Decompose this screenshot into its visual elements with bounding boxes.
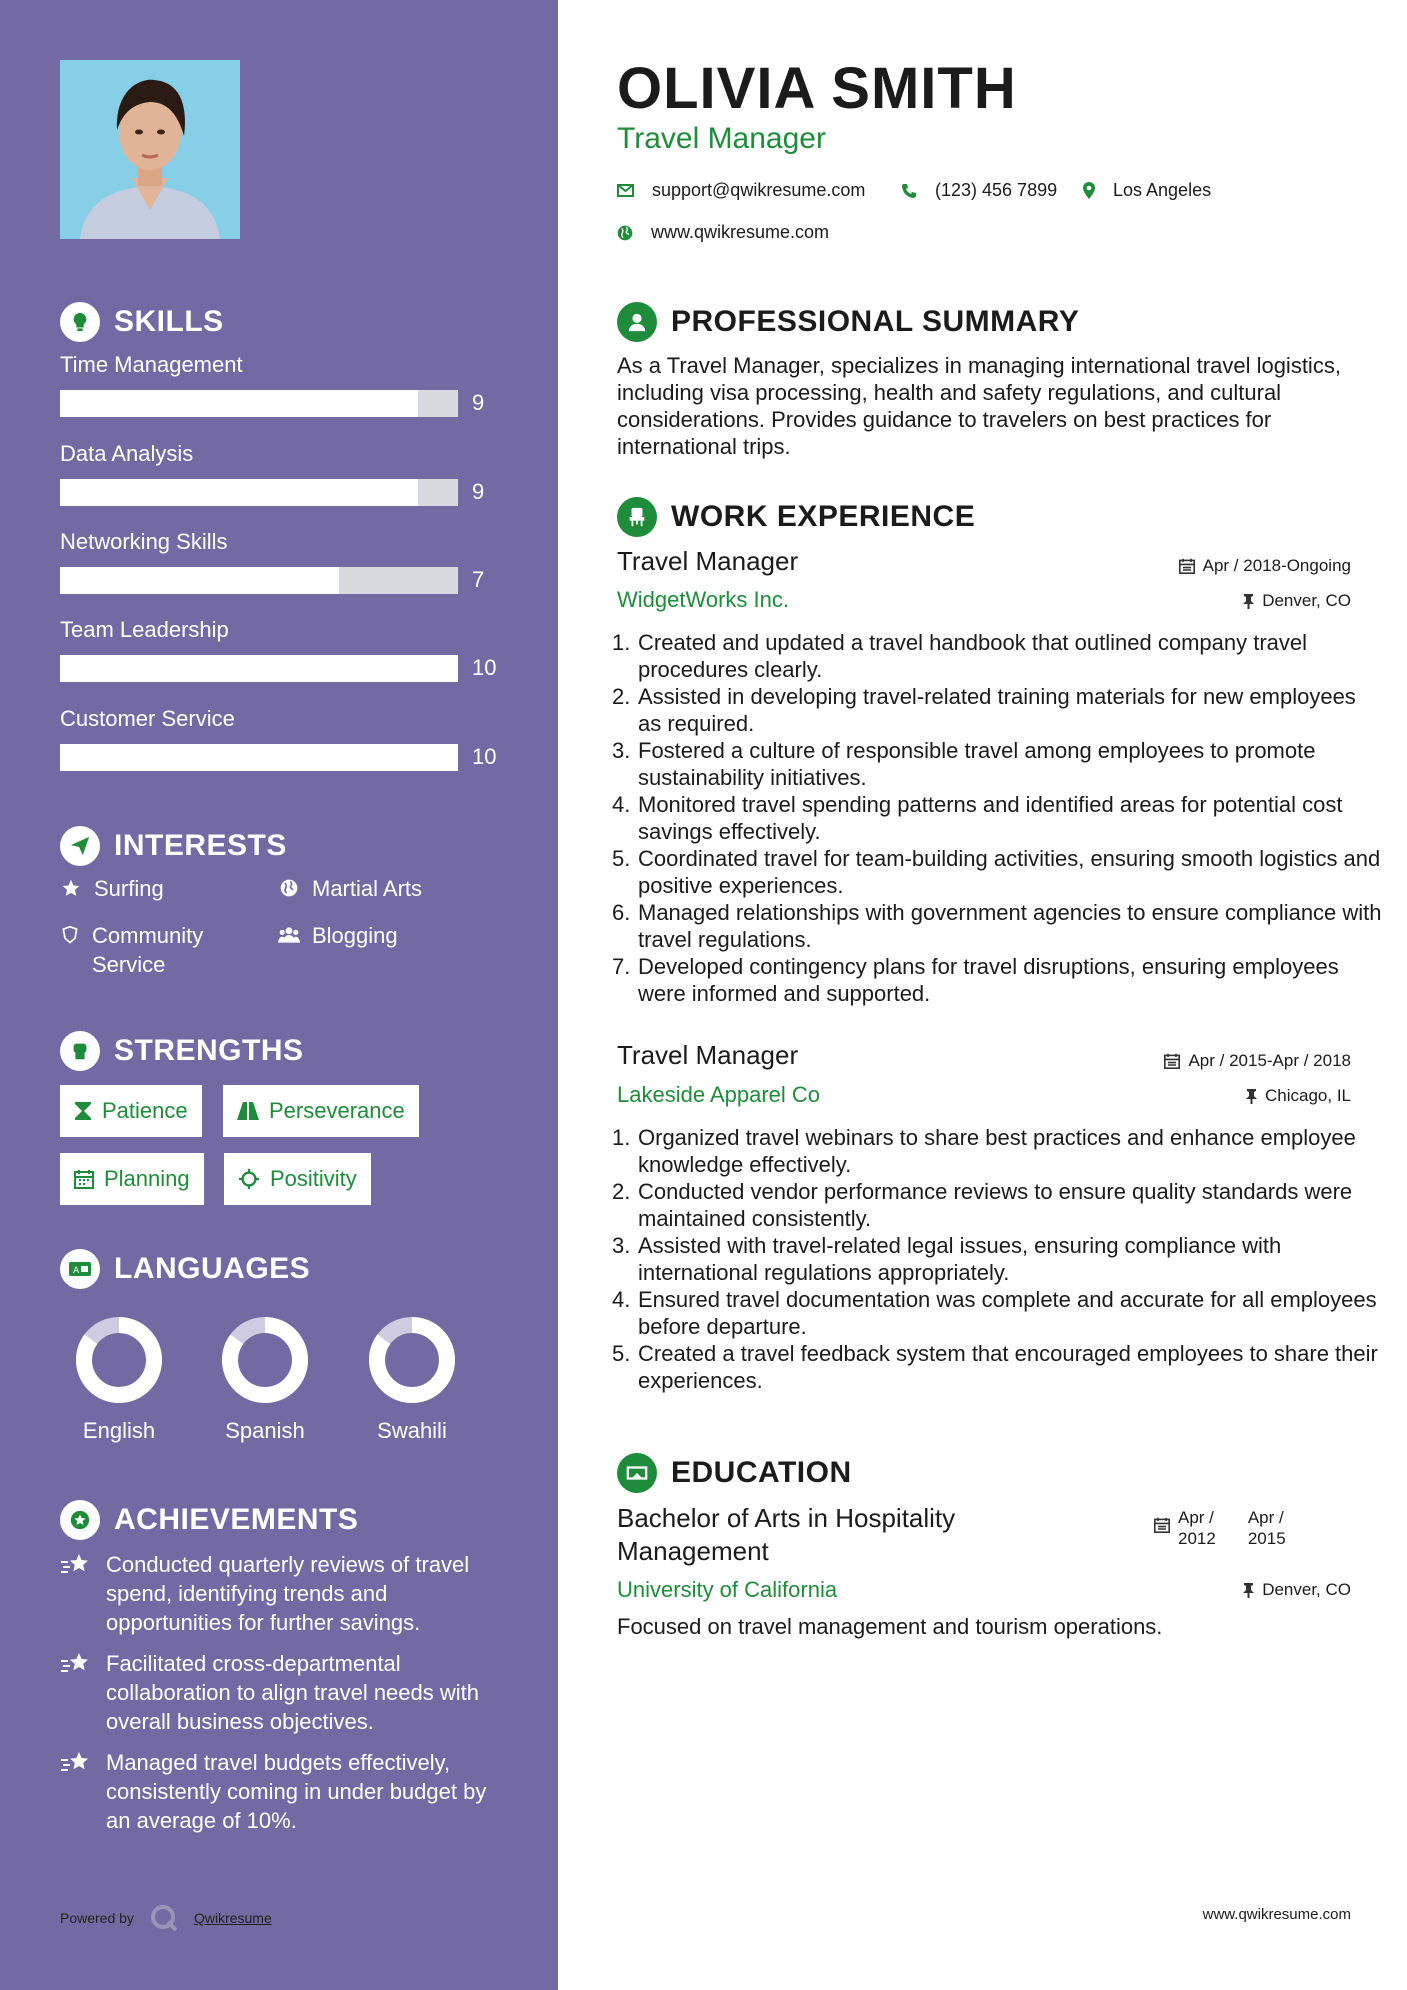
interest-label: Martial Arts (312, 876, 423, 901)
language-gauge (215, 1310, 315, 1415)
language-gauge (69, 1310, 169, 1415)
calendar-icon (1164, 1053, 1180, 1069)
item-number: 6. (612, 900, 631, 925)
item-number: 2. (612, 684, 631, 709)
language-name: Swahili (377, 1418, 447, 1443)
skill-label: Customer Service (60, 706, 235, 731)
summary-title: PROFESSIONAL SUMMARY (671, 305, 1080, 338)
end-year: 2015 (1247, 1529, 1286, 1548)
responsibility-item (612, 1340, 1382, 1394)
achievement-item (60, 1748, 500, 1835)
star-badge-icon (60, 1500, 100, 1540)
job-responsibilities (612, 629, 1382, 1007)
pushpin-icon (1243, 1583, 1254, 1598)
item-text: Organized travel webinars to share best practices and enhance employee knowledge effectively. (638, 1125, 1356, 1177)
item-number: 2. (612, 1179, 631, 1204)
responsibility-item (612, 953, 1382, 1007)
contact-website[interactable] (617, 222, 829, 243)
interest-item (278, 921, 398, 950)
item-text: Coordinated travel for team-building activities, ensuring smooth logistics and positive experiences. (638, 846, 1381, 898)
responsibility-item (612, 845, 1382, 899)
website-text: www.qwikresume.com (651, 222, 830, 242)
chair-icon (617, 497, 657, 537)
candidate-name: OLIVIA SMITH (617, 56, 1017, 121)
interest-item (278, 874, 422, 903)
languages-title: LANGUAGES (114, 1252, 311, 1285)
skill-bar (60, 390, 458, 417)
skill-bar (60, 567, 458, 594)
summary-header (617, 302, 1079, 342)
job-responsibilities (612, 1124, 1382, 1394)
education-title: EDUCATION (671, 1456, 852, 1489)
degree (617, 1502, 955, 1568)
achievement-text: Conducted quarterly reviews of travel spend, identifying trends and opportunities for further savings. (106, 1552, 470, 1635)
skill-label: Data Analysis (60, 441, 194, 466)
item-number: 5. (612, 1341, 631, 1366)
school-name: University of California (617, 1577, 838, 1602)
responsibility-item (612, 791, 1382, 845)
sun-icon (238, 1168, 260, 1190)
skill-value: 9 (472, 390, 485, 415)
item-text: Assisted in developing travel-related training materials for new employees as required. (638, 684, 1356, 736)
job-location-text: Denver, CO (1262, 591, 1351, 610)
main-content (558, 0, 1407, 1990)
pushpin-icon (1246, 1089, 1257, 1104)
profile-photo (60, 60, 240, 239)
summary-text: As a Travel Manager, specializes in managing international travel logistics, including visa processing, health and safety regulations, and cultural considerations. Provides guidance to travelers on best practices for international trips. (617, 353, 1341, 459)
globe-icon (278, 874, 300, 898)
job-location (1243, 591, 1351, 611)
job-location (1246, 1086, 1351, 1106)
interest-label: Blogging (312, 923, 398, 948)
location-text: Los Angeles (1113, 180, 1212, 200)
calendar-icon (74, 1169, 94, 1189)
education-location (1243, 1580, 1351, 1600)
skills-header (60, 302, 224, 342)
skill-label: Time Management (60, 352, 243, 377)
skill-bar-fill (60, 655, 458, 682)
work-title: WORK EXPERIENCE (671, 500, 976, 533)
start-month: Apr / (1178, 1508, 1214, 1527)
company-name: Lakeside Apparel Co (617, 1082, 821, 1107)
map-pin-icon (1083, 182, 1095, 199)
email-text: support@qwikresume.com (652, 180, 866, 200)
lightbulb-icon (60, 302, 100, 342)
item-text: Created and updated a travel handbook that outlined company travel procedures clearly. (638, 630, 1308, 682)
job-location-text: Chicago, IL (1265, 1086, 1351, 1105)
interest-label: Community Service (92, 923, 204, 977)
hourglass-icon (74, 1101, 92, 1121)
interest-item (60, 874, 164, 903)
paper-plane-icon (60, 826, 100, 866)
fist-icon (60, 1031, 100, 1071)
skills-title: SKILLS (114, 305, 224, 338)
language-name: English (82, 1418, 156, 1443)
interests-header (60, 826, 287, 866)
job-title: Travel Manager (617, 1040, 799, 1070)
item-number: 4. (612, 1287, 631, 1312)
strength-label: Perseverance (269, 1098, 405, 1123)
job-date-text: Apr / 2018-Ongoing (1202, 556, 1351, 575)
powered-by-label: Powered by (60, 1910, 134, 1926)
item-text: Conducted vendor performance reviews to ensure quality standards were maintained consistently. (638, 1179, 1353, 1231)
contact-location (1083, 180, 1211, 201)
start-year: 2012 (1178, 1529, 1216, 1548)
achievement-item (60, 1649, 500, 1736)
road-icon (237, 1102, 259, 1120)
item-number: 5. (612, 846, 631, 871)
skill-bar-fill (60, 567, 339, 594)
skill-bar-fill (60, 744, 458, 771)
skill-bar (60, 479, 458, 506)
skill-label: Team Leadership (60, 617, 229, 642)
responsibility-item (612, 683, 1382, 737)
strength-label: Positivity (270, 1166, 357, 1191)
interests-title: INTERESTS (114, 829, 287, 862)
responsibility-item (612, 899, 1382, 953)
sidebar (0, 0, 558, 1990)
item-number: 1. (612, 630, 631, 655)
strength-chip (224, 1153, 371, 1205)
users-icon (278, 921, 300, 945)
skill-bar-fill (60, 479, 418, 506)
skill-value: 10 (472, 744, 497, 769)
degree-line-2: Management (617, 1536, 769, 1566)
job-title: Travel Manager (617, 546, 799, 576)
item-text: Fostered a culture of responsible travel among employees to promote sustainability initiatives. (638, 738, 1316, 790)
item-text: Managed relationships with government agencies to ensure compliance with travel regulations. (638, 900, 1382, 952)
education-start (1178, 1507, 1216, 1549)
item-number: 1. (612, 1125, 631, 1150)
globe-icon (617, 225, 633, 241)
education-end (1248, 1507, 1286, 1549)
shooting-star-icon (60, 1748, 92, 1835)
contact-email[interactable] (617, 180, 865, 201)
education-dates (1154, 1507, 1286, 1549)
job-date (1164, 1051, 1351, 1071)
candidate-role: Travel Manager (617, 122, 826, 155)
work-header (617, 497, 975, 537)
job-date-text: Apr / 2015-Apr / 2018 (1188, 1051, 1351, 1070)
powered-by (60, 1904, 272, 1932)
responsibility-item (612, 629, 1382, 683)
education-header (617, 1453, 852, 1493)
skill-label: Networking Skills (60, 529, 228, 554)
responsibility-item (612, 1178, 1382, 1232)
skill-value: 10 (472, 655, 497, 680)
responsibility-item (612, 1232, 1382, 1286)
item-text: Created a travel feedback system that encouraged employees to share their experiences. (638, 1341, 1378, 1393)
item-text: Monitored travel spending patterns and identified areas for potential cost savings effectively. (638, 792, 1343, 844)
graduation-icon (617, 1453, 657, 1493)
skill-bar (60, 655, 458, 682)
item-text: Ensured travel documentation was complete and accurate for all employees before departure. (638, 1287, 1377, 1339)
skill-value: 9 (472, 479, 485, 504)
responsibility-item (612, 1124, 1382, 1178)
achievement-text: Facilitated cross-departmental collaboration to align travel needs with overall business objectives. (106, 1651, 480, 1734)
achievements-header (60, 1500, 358, 1540)
shooting-star-icon (60, 1649, 92, 1736)
achievements-title: ACHIEVEMENTS (114, 1503, 359, 1536)
interest-label: Surfing (94, 876, 164, 901)
user-icon (617, 302, 657, 342)
strength-chip (60, 1085, 202, 1137)
calendar-icon (1179, 558, 1195, 574)
qwikresume-logo-icon (150, 1904, 178, 1932)
strength-label: Planning (104, 1166, 190, 1191)
contact-phone[interactable] (901, 180, 1057, 201)
languages-header (60, 1249, 310, 1289)
responsibility-item (612, 1286, 1382, 1340)
item-text: Developed contingency plans for travel disruptions, ensuring employees were informed and supported. (638, 954, 1339, 1006)
education-description: Focused on travel management and tourism operations. (617, 1614, 1163, 1639)
star-icon (60, 874, 82, 898)
shooting-star-icon (60, 1550, 92, 1637)
item-number: 4. (612, 792, 631, 817)
strength-chip (223, 1085, 419, 1137)
pushpin-icon (1243, 594, 1254, 609)
item-number: 3. (612, 738, 631, 763)
strengths-title: STRENGTHS (114, 1034, 304, 1067)
education-location-text: Denver, CO (1262, 1580, 1351, 1599)
footer-website: www.qwikresume.com (1202, 1906, 1351, 1923)
strength-label: Patience (102, 1098, 188, 1123)
responsibility-item (612, 737, 1382, 791)
shield-icon (60, 921, 80, 945)
language-gauge (362, 1310, 462, 1415)
interest-item (60, 921, 250, 979)
achievement-item (60, 1550, 500, 1637)
language-name: Spanish (225, 1418, 305, 1443)
item-text: Assisted with travel-related legal issues, ensuring compliance with international regulations appropriately. (638, 1233, 1282, 1285)
end-month: Apr / (1247, 1508, 1284, 1527)
skill-value: 7 (472, 567, 485, 592)
item-number: 3. (612, 1233, 631, 1258)
achievement-text: Managed travel budgets effectively, consistently coming in under budget by an average of 10%. (106, 1750, 487, 1833)
strength-chip (60, 1153, 204, 1205)
item-number: 7. (612, 954, 631, 979)
skill-bar-fill (60, 390, 418, 417)
degree-line-1: Bachelor of Arts in Hospitality (617, 1503, 956, 1533)
strengths-header (60, 1031, 304, 1071)
company-name: WidgetWorks Inc. (617, 587, 789, 612)
svg-text:A: A (73, 1266, 80, 1276)
envelope-icon (617, 184, 634, 197)
qwikresume-link[interactable]: Qwikresume (193, 1910, 272, 1926)
phone-icon (901, 183, 917, 199)
calendar-icon (1154, 1507, 1170, 1549)
skill-bar (60, 744, 458, 771)
phone-text: (123) 456 7899 (935, 180, 1058, 200)
translate-icon (60, 1249, 100, 1289)
job-date (1179, 556, 1351, 576)
